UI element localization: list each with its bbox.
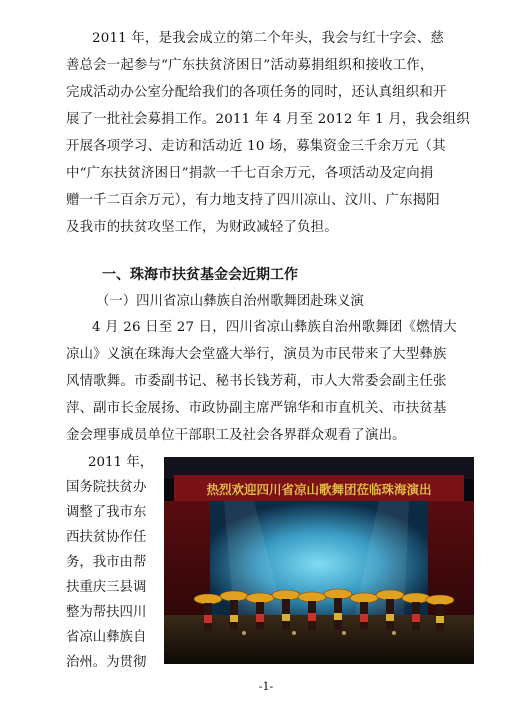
paragraph1-line: 2011 年，是我会成立的第二个年头，我会与红十字会、慈 xyxy=(92,31,444,46)
side-text-line: 治州。为贯彻 xyxy=(66,655,147,670)
paragraph1-line: 完成活动办公室分配给我们的各项任务的同时，还认真组织和开 xyxy=(66,85,447,100)
paragraph1-line: 开展各项学习、走访和活动近 10 场，募集资金三千余万元（其 xyxy=(66,139,446,154)
paragraph2-line: 风情歌舞。市委副书记、秘书长钱芳莉，市人大常委会副主任张 xyxy=(66,374,447,389)
subsection-heading: （一）四川省凉山彝族自治州歌舞团赴珠义演 xyxy=(96,294,364,309)
paragraph1-line: 善总会一起参与“广东扶贫济困日”活动募捐组织和接收工作， xyxy=(66,58,434,73)
side-text-line: 省凉山彝族自 xyxy=(66,630,147,645)
paragraph1-line: 及我市的扶贫攻坚工作，为财政减轻了负担。 xyxy=(66,220,338,235)
side-text-line: 国务院扶贫办 xyxy=(66,480,147,495)
banner-text: 热烈欢迎四川省凉山歌舞团莅临珠海演出 xyxy=(206,482,432,497)
side-text-line: 务，我市由帮 xyxy=(66,555,147,570)
paragraph2-line: 金会理事成员单位干部职工及社会各界群众观看了演出。 xyxy=(66,428,406,443)
stage-performance-photo xyxy=(164,457,474,664)
side-text-line: 扶重庆三县调 xyxy=(66,580,147,595)
side-text-line: 整为帮扶四川 xyxy=(66,605,147,620)
page-number: -1- xyxy=(258,680,274,693)
paragraph1-line: 展了一批社会募捐工作。2011 年 4 月至 2012 年 1 月，我会组织 xyxy=(66,112,470,127)
side-text-line: 调整了我市东 xyxy=(66,505,147,520)
paragraph2-line: 4 月 26 日至 27 日，四川省凉山彝族自治州歌舞团《燃情大 xyxy=(92,320,457,335)
paragraph1-line: 中“广东扶贫济困日”捐款一千七百余万元，各项活动及定向捐 xyxy=(66,166,434,181)
side-text-line: 2011 年， xyxy=(88,455,154,470)
section-heading: 一、珠海市扶贫基金会近期工作 xyxy=(102,267,298,283)
paragraph1-line: 赠一千二百余万元），有力地支持了四川凉山、汶川、广东揭阳 xyxy=(66,193,440,208)
side-text-line: 西扶贫协作任 xyxy=(66,530,147,545)
paragraph2-line: 萍、副市长金展扬、市政协副主席严锦华和市直机关、市扶贫基 xyxy=(66,401,447,416)
paragraph2-line: 凉山》义演在珠海大会堂盛大举行，演员为市民带来了大型彝族 xyxy=(66,347,447,362)
